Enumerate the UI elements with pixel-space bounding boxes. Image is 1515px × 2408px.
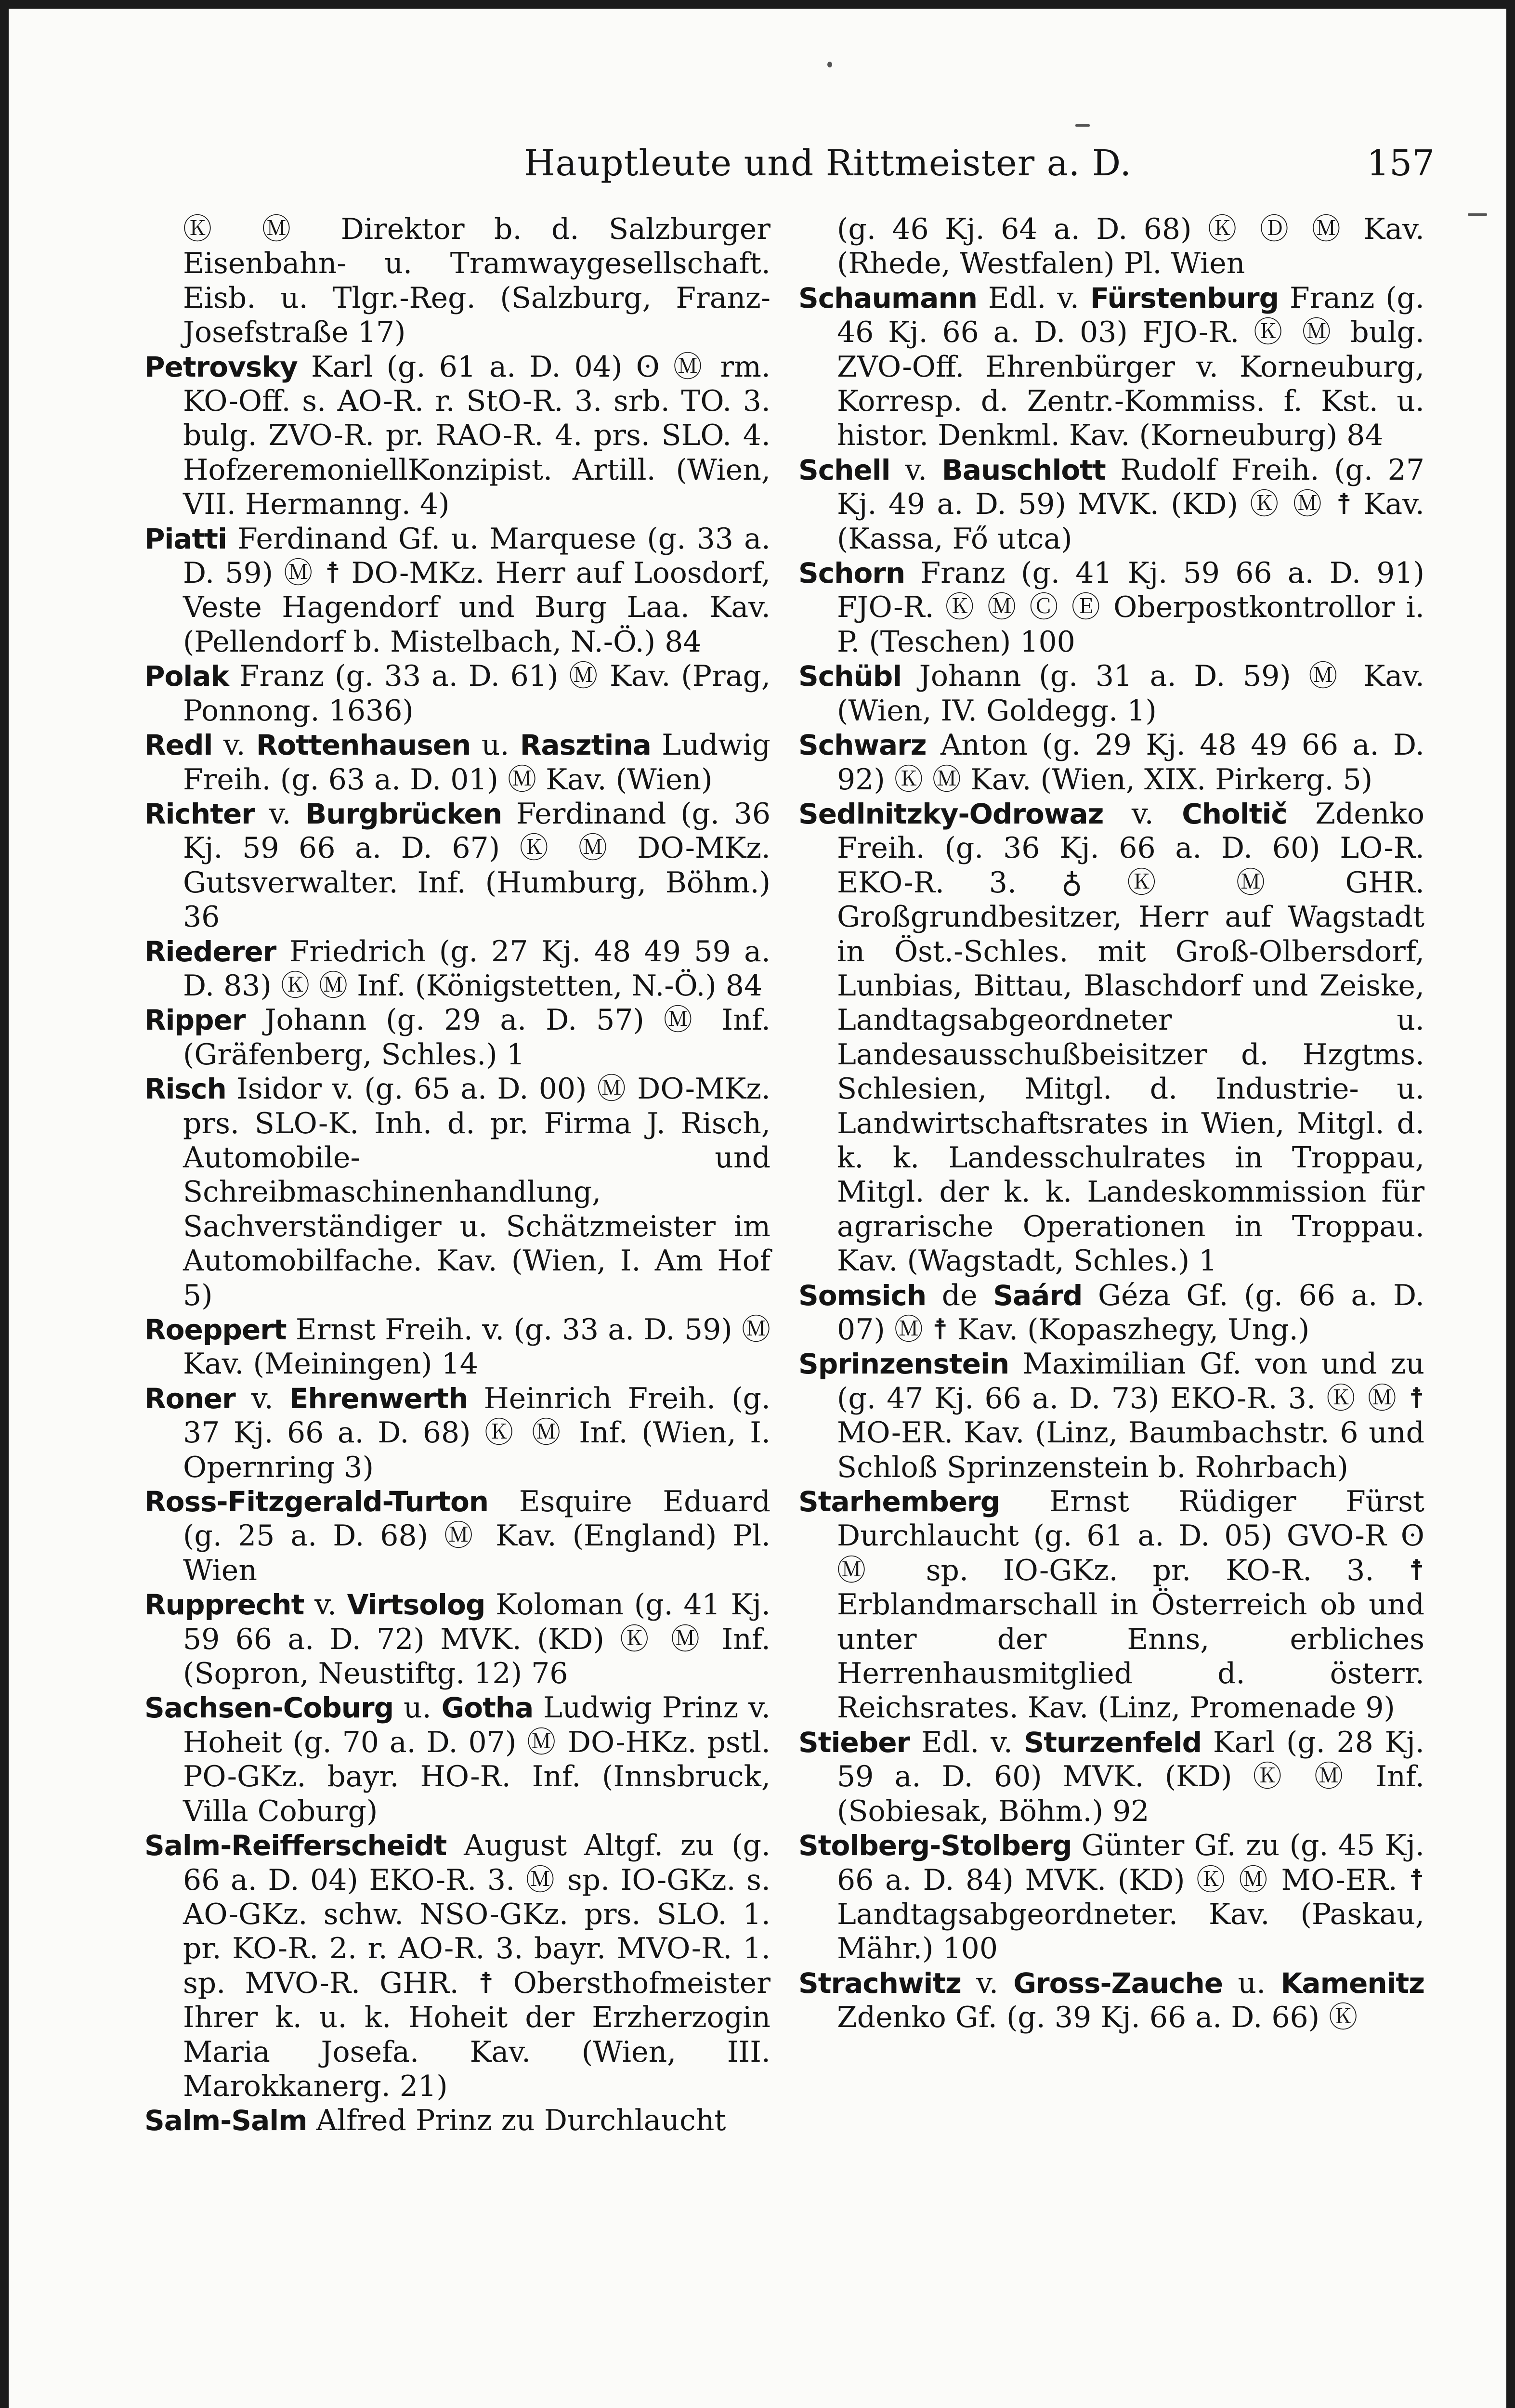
entry-surname: Stolberg-Stolberg — [798, 1829, 1072, 1862]
directory-entry: Somsich de Saárd Géza Gf. (g. 66 a. D. 07) Ⓜ ☨ Kav. (Kopaszhegy, Ung.) — [798, 1278, 1424, 1347]
entry-surname: Piatti — [144, 522, 227, 555]
entry-surname: Risch — [144, 1073, 226, 1106]
directory-entry: Schübl Johann (g. 31 a. D. 59) Ⓜ Kav. (Wien, IV. Goldegg. 1) — [798, 659, 1424, 728]
directory-entry: Schell v. Bauschlott Rudolf Freih. (g. 27 Kj. 49 a. D. 59) MVK. (KD) Ⓚ Ⓜ ☨ Kav. (Kassa, Fő utca) — [798, 453, 1424, 556]
entry-surname: Sturzenfeld — [1024, 1726, 1202, 1759]
print-speck — [1075, 124, 1090, 127]
entry-surname: Richter — [144, 797, 255, 830]
entry-surname: Riederer — [144, 935, 276, 968]
entry-surname: Choltič — [1182, 797, 1287, 830]
page — [9, 9, 1506, 2408]
entry-surname: Schorn — [798, 557, 905, 590]
directory-entry: Richter v. Burgbrücken Ferdinand (g. 36 Kj. 59 66 a. D. 67) Ⓚ Ⓜ DO-MKz. Gutsverwalter. Inf. (Humburg, Böhm.) 36 — [144, 797, 771, 934]
entry-surname: Roeppert — [144, 1313, 287, 1346]
directory-entry: Salm-Salm Alfred Prinz zu Durchlaucht — [144, 2104, 726, 2138]
entry-surname: Virtsolog — [347, 1588, 485, 1622]
entry-surname: Somsich — [798, 1279, 927, 1312]
left-column — [144, 212, 771, 2138]
directory-entry: Sachsen-Coburg u. Gotha Ludwig Prinz v. Hoheit (g. 70 a. D. 07) Ⓜ DO-HKz. pstl. PO-GKz. bayr. HO-R. Inf. (Innsbruck, Villa Coburg) — [144, 1691, 771, 1828]
directory-entry: Rupprecht v. Virtsolog Koloman (g. 41 Kj. 59 66 a. D. 72) MVK. (KD) Ⓚ Ⓜ Inf. (Sopron, Neustiftg. 12) 76 — [144, 1588, 771, 1691]
entry-surname: Ehrenwerth — [289, 1382, 468, 1415]
entry-continuation: Ⓚ Ⓜ Direktor b. d. Salzburger Eisenbahn- u. Tramwaygesellschaft. Eisb. u. Tlgr.-Reg. (Salzburg, Franz-Josefstraße 17) — [183, 212, 771, 350]
directory-entry: Sedlnitzky-Odrowaz v. Choltič Zdenko Freih. (g. 36 Kj. 66 a. D. 60) LO-R. EKO-R. 3. ♁ Ⓚ Ⓜ GHR. Großgrundbesitzer, Herr auf Wagstadt in Öst.-Schles. mit Groß-Olbersdorf, Lunbias, Bittau, Blaschdorf und Zeiske, Landtagsabgeordneter u. Landesausschußbeisitzer d. Hzgtms. Schlesien, Mitgl. d. Industrie- u. Landwirtschaftsrates in Wien, Mitgl. d. k. k. Landesschulrates in Troppau, Mitgl. der k. k. Landeskommission für agrarische Operationen in Troppau. Kav. (Wagstadt, Schles.) 1 — [798, 797, 1424, 1278]
entry-surname: Roner — [144, 1382, 235, 1415]
entry-surname: Fürstenburg — [1090, 281, 1279, 314]
directory-entry: Redl v. Rottenhausen u. Rasztina Ludwig Freih. (g. 63 a. D. 01) Ⓜ Kav. (Wien) — [144, 728, 771, 797]
entry-surname: Rupprecht — [144, 1588, 304, 1622]
entry-surname: Ross-Fitzgerald-Turton — [144, 1485, 489, 1518]
directory-entry: Roner v. Ehrenwerth Heinrich Freih. (g. 37 Kj. 66 a. D. 68) Ⓚ Ⓜ Inf. (Wien, I. Opernring 3) — [144, 1381, 771, 1484]
entry-surname: Salm-Reifferscheidt — [144, 1829, 447, 1862]
entry-surname: Ripper — [144, 1004, 246, 1037]
entry-surname: Rottenhausen — [256, 729, 471, 762]
entry-surname: Burgbrücken — [305, 797, 502, 830]
page-number: 157 — [1367, 143, 1435, 184]
entry-surname: Schwarz — [798, 729, 927, 762]
directory-entry: Stieber Edl. v. Sturzenfeld Karl (g. 28 Kj. 59 a. D. 60) MVK. (KD) Ⓚ Ⓜ Inf. (Sobiesak, Böhm.) 92 — [798, 1725, 1424, 1828]
directory-entry: Ross-Fitzgerald-Turton Esquire Eduard (g. 25 a. D. 68) Ⓜ Kav. (England) Pl. Wien — [144, 1485, 771, 1587]
directory-entry: Starhemberg Ernst Rüdiger Fürst Durchlaucht (g. 61 a. D. 05) GVO-R ʘ Ⓜ sp. IO-GKz. pr. KO-R. 3. ☨ Erblandmarschall in Österreich ob und unter der Enns, erbliches Herrenhausmitglied d. österr. Reichsrates. Kav. (Linz, Promenade 9) — [798, 1485, 1424, 1725]
print-speck — [1468, 213, 1487, 216]
directory-entry: Schaumann Edl. v. Fürstenburg Franz (g. 46 Kj. 66 a. D. 03) FJO-R. Ⓚ Ⓜ bulg. ZVO-Off. Ehrenbürger v. Korneuburg, Korresp. d. Zentr.-Kommiss. f. Kst. u. histor. Denkml. Kav. (Korneuburg) 84 — [798, 281, 1424, 453]
directory-entry: Strachwitz v. Gross-Zauche u. Kamenitz Zdenko Gf. (g. 39 Kj. 66 a. D. 66) Ⓚ — [798, 1966, 1424, 2035]
directory-entry: Stolberg-Stolberg Günter Gf. zu (g. 45 Kj. 66 a. D. 84) MVK. (KD) Ⓚ Ⓜ MO-ER. ☨ Landtagsabgeordneter. Kav. (Paskau, Mähr.) 100 — [798, 1829, 1424, 1966]
entry-surname: Bauschlott — [941, 453, 1106, 486]
directory-entry: Polak Franz (g. 33 a. D. 61) Ⓜ Kav. (Prag, Ponnong. 1636) — [144, 659, 771, 728]
entry-surname: Gross-Zauche — [1013, 1966, 1223, 2000]
entry-surname: Kamenitz — [1280, 1966, 1424, 2000]
entry-surname: Sedlnitzky-Odrowaz — [798, 797, 1104, 830]
entry-surname: Schübl — [798, 660, 902, 693]
entry-surname: Rasztina — [520, 729, 651, 762]
entry-surname: Gotha — [441, 1691, 534, 1725]
entry-surname: Stieber — [798, 1726, 910, 1759]
entry-surname: Petrovsky — [144, 350, 298, 383]
directory-entry: Petrovsky Karl (g. 61 a. D. 04) ʘ Ⓜ rm. KO-Off. s. AO-R. r. StO-R. 3. srb. TO. 3. bulg. ZVO-R. pr. RAO-R. 4. prs. SLO. 4. HofzeremoniellKonzipist. Artill. (Wien, VII. Hermanng. 4) — [144, 350, 771, 522]
entry-surname: Polak — [144, 660, 229, 693]
directory-entry: Roeppert Ernst Freih. v. (g. 33 a. D. 59) Ⓜ Kav. (Meiningen) 14 — [144, 1313, 771, 1381]
entry-continuation: (g. 46 Kj. 64 a. D. 68) Ⓚ Ⓓ Ⓜ Kav. (Rhede, Westfalen) Pl. Wien — [837, 212, 1424, 281]
entry-surname: Saárd — [993, 1279, 1083, 1312]
print-speck — [827, 62, 832, 67]
directory-entry: Riederer Friedrich (g. 27 Kj. 48 49 59 a. D. 83) Ⓚ Ⓜ Inf. (Königstetten, N.-Ö.) 84 — [144, 934, 771, 1003]
header-title: Hauptleute und Rittmeister a. D. — [524, 143, 1132, 184]
directory-entry: Sprinzenstein Maximilian Gf. von und zu (g. 47 Kj. 66 a. D. 73) EKO-R. 3. Ⓚ Ⓜ ☨ MO-ER. Kav. (Linz, Baumbachstr. 6 und Schloß Sprinzenstein b. Rohrbach) — [798, 1347, 1424, 1484]
running-header — [9, 143, 1506, 191]
entry-surname: Sprinzenstein — [798, 1348, 1009, 1381]
entry-surname: Starhemberg — [798, 1485, 1000, 1518]
directory-entry: Schwarz Anton (g. 29 Kj. 48 49 66 a. D. 92) Ⓚ Ⓜ Kav. (Wien, XIX. Pirkerg. 5) — [798, 728, 1424, 797]
directory-entry: Schorn Franz (g. 41 Kj. 59 66 a. D. 91) FJO-R. Ⓚ Ⓜ Ⓒ Ⓔ Oberpostkontrollor i. P. (Teschen) 100 — [798, 556, 1424, 659]
directory-entry: Piatti Ferdinand Gf. u. Marquese (g. 33 a. D. 59) Ⓜ ☨ DO-MKz. Herr auf Loosdorf, Veste Hagendorf und Burg Laa. Kav. (Pellendorf b. Mistelbach, N.-Ö.) 84 — [144, 522, 771, 659]
entry-surname: Sachsen-Coburg — [144, 1691, 394, 1725]
entry-surname: Strachwitz — [798, 1966, 961, 2000]
entry-surname: Redl — [144, 729, 213, 762]
directory-entry: Salm-Reifferscheidt August Altgf. zu (g. 66 a. D. 04) EKO-R. 3. Ⓜ sp. IO-GKz. s. AO-GKz. schw. NSO-GKz. prs. SLO. 1. pr. KO-R. 2. r. AO-R. 3. bayr. MVO-R. 1. sp. MVO-R. GHR. ☨ Obersthofmeister Ihrer k. u. k. Hoheit der Erzherzogin Maria Josefa. Kav. (Wien, III. Marokkanerg. 21) — [144, 1829, 771, 2103]
entry-surname: Schaumann — [798, 281, 978, 314]
right-column — [798, 212, 1424, 2035]
directory-entry: Risch Isidor v. (g. 65 a. D. 00) Ⓜ DO-MKz. prs. SLO-K. Inh. d. pr. Firma J. Risch, Automobile- und Schreibmaschinenhandlung, Sachverständiger u. Schätzmeister im Automobilfache. Kav. (Wien, I. Am Hof 5) — [144, 1072, 771, 1312]
entry-surname: Schell — [798, 453, 890, 486]
directory-entry: Ripper Johann (g. 29 a. D. 57) Ⓜ Inf. (Gräfenberg, Schles.) 1 — [144, 1003, 771, 1072]
entry-surname: Salm-Salm — [144, 2104, 307, 2137]
